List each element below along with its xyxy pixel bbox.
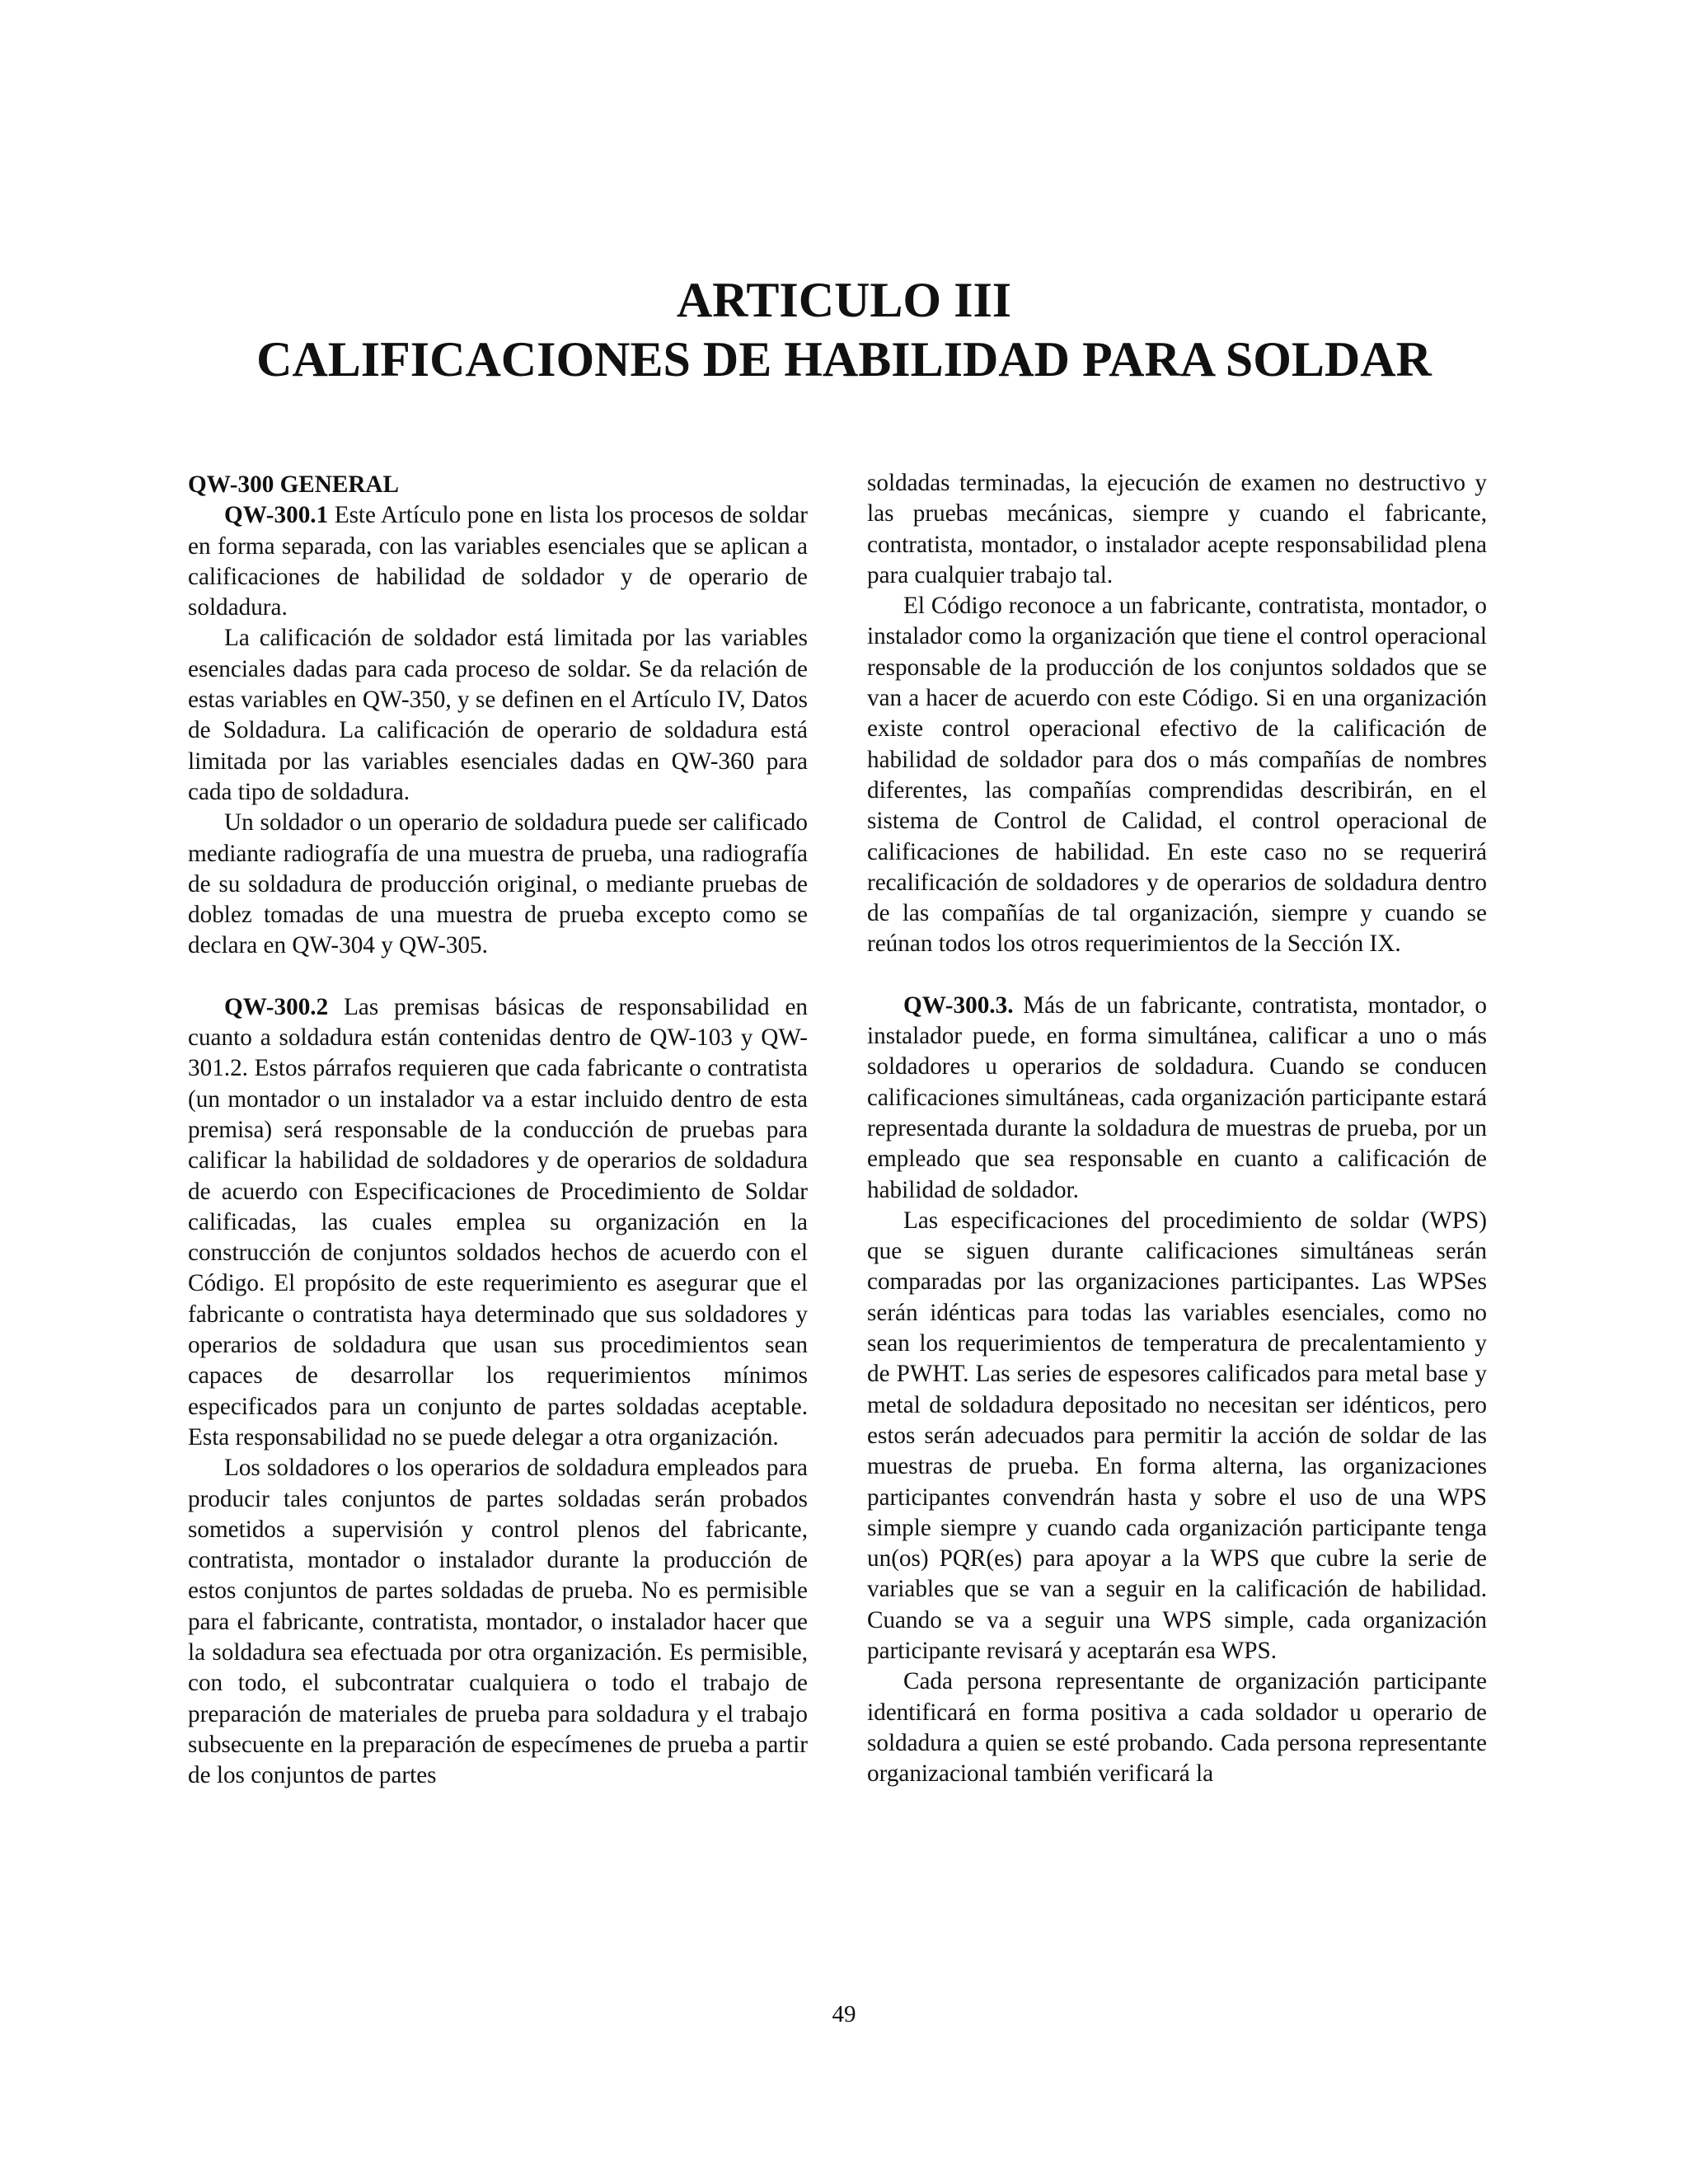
- paragraph-qw-300-1: [188, 500, 808, 623]
- left-column: [188, 470, 808, 1791]
- paragraph: El Código reconoce a un fabricante, contratista, montador, o instalador como la organización que tiene el control operacional responsable de la producción de los conjuntos soldados que se van a hacer de acuerdo con este Código. Si en una organización existe control operacional efectivo de la calificación de habilidad de soldador para dos o más compañías de nombres diferentes, las compañías comprendidas describirán, en el sistema de Control de Calidad, el control operacional de calificaciones de habilidad. En este caso no se requerirá recalificación de soldadores y de operarios de soldadura dentro de las compañías de tal organización, siempre y cuando se reúnan todos los otros requerimientos de la Sección IX.: [867, 593, 1487, 958]
- section-heading: QW-300 GENERAL: [188, 471, 399, 498]
- paragraph: Un soldador o un operario de soldadura puede ser calificado mediante radiografía de una muestra de prueba, una radiografía de su soldadura de producción original, o mediante pruebas de doblez tomadas de una muestra de prueba excepto como se declara en QW-304 y QW-305.: [188, 809, 808, 959]
- paragraph-qw-300-2: [188, 992, 808, 1453]
- paragraph-reference: QW-300.2: [224, 993, 329, 1020]
- paragraph-qw-300-3: [867, 991, 1487, 1206]
- page-number: 49: [832, 2001, 856, 2027]
- paragraph: La calificación de soldador está limitada por las variables esenciales dadas para cada proceso de soldar. Se da relación de estas variables en QW-350, y se definen en el Artículo IV, Datos de Soldadura. La calificación de operario de soldadura está limitada por las variables esenciales dadas en QW-360 para cada tipo de soldadura.: [188, 625, 808, 805]
- article-title-line-1: ARTICULO III: [676, 273, 1012, 327]
- article-title: [0, 270, 1688, 389]
- paragraph: Los soldadores o los operarios de soldadura empleados para producir tales conjuntos de partes soldadas serán probados sometidos a supervisión y control plenos del fabricante, contratista, montador o instalador durante la producción de estos conjuntos de partes soldadas de prueba. No es permisible para el fabricante, contratista, montador, o instalador hacer que la soldadura sea efectuada por otra organización. Es permisible, con todo, el subcontratar cualquiera o todo el trabajo de preparación de materiales de prueba para soldadura y el trabajo subsecuente en la preparación de especímenes de prueba a partir de los conjuntos de partes: [188, 1455, 808, 1789]
- paragraph: Cada persona representante de organización participante identificará en forma positiva a cada soldador u operario de soldadura a quien se esté probando. Cada persona representante organizacional también verificará la: [867, 1668, 1487, 1788]
- paragraph-text: Más de un fabricante, contratista, montador, o instalador puede, en forma simultánea, calificar a uno o más soldadores u operarios de soldadura. Cuando se conducen calificaciones simultáneas, cada organización participante estará representada durante la soldadura de muestras de prueba, por un empleado que sea responsable en cuanto a calificación de habilidad de soldador.: [867, 991, 1487, 1203]
- paragraph-reference: QW-300.3.: [903, 991, 1014, 1019]
- paragraph-text: Este Artículo pone en lista los procesos de soldar en forma separada, con las variables esenciales que se aplican a calificaciones de habilidad de soldador y de operario de soldadura.: [188, 502, 808, 621]
- right-column: [867, 468, 1487, 1789]
- paragraph-continuation: soldadas terminadas, la ejecución de examen no destructivo y las pruebas mecánicas, siempre y cuando el fabricante, contratista, montador, o instalador acepte responsabilidad plena para cualquier trabajo tal.: [867, 470, 1487, 588]
- paragraph: Las especificaciones del procedimiento de soldar (WPS) que se siguen durante calificaciones simultáneas serán comparadas por las organizaciones participantes. Las WPSes serán idénticas para todas las variables esenciales, como no sean los requerimientos de temperatura de precalentamiento y de PWHT. Las series de espesores calificados para metal base y metal de soldadura depositado no necesitan ser idénticos, pero estos serán adecuados para permitir la acción de soldar de las muestras de prueba. En forma alterna, las organizaciones participantes convendrán hasta y sobre el uso de una WPS simple siempre y cuando cada organización participante tenga un(os) PQR(es) para apoyar a la WPS que cubre la serie de variables que se van a seguir en la calificación de habilidad. Cuando se va a seguir una WPS simple, cada organización participante revisará y aceptarán esa WPS.: [867, 1207, 1487, 1664]
- paragraph-text: Las premisas básicas de responsabilidad en cuanto a soldadura están contenidas dentro de QW-103 y QW-301.2. Estos párrafos requieren que cada fabricante o contratista (un montador o un instalador va a estar incluido dentro de esta premisa) será responsable de la conducción de pruebas para calificar la habilidad de soldadores y de operarios de soldadura de acuerdo con Especificaciones de Procedimiento de Soldar calificadas, las cuales emplea su organización en la construcción de conjuntos soldados hechos de acuerdo con el Código. El propósito de este requerimiento es asegurar que el fabricante o contratista haya determinado que sus soldadores y operarios de soldadura que usan sus procedimientos sean capaces de desarrollar los requerimientos mínimos especificados para un conjunto de partes soldadas aceptable. Esta responsabilidad no se puede delegar a otra organización.: [188, 993, 808, 1451]
- paragraph-reference: QW-300.1: [224, 502, 329, 529]
- article-title-line-2: CALIFICACIONES DE HABILIDAD PARA SOLDAR: [256, 332, 1432, 387]
